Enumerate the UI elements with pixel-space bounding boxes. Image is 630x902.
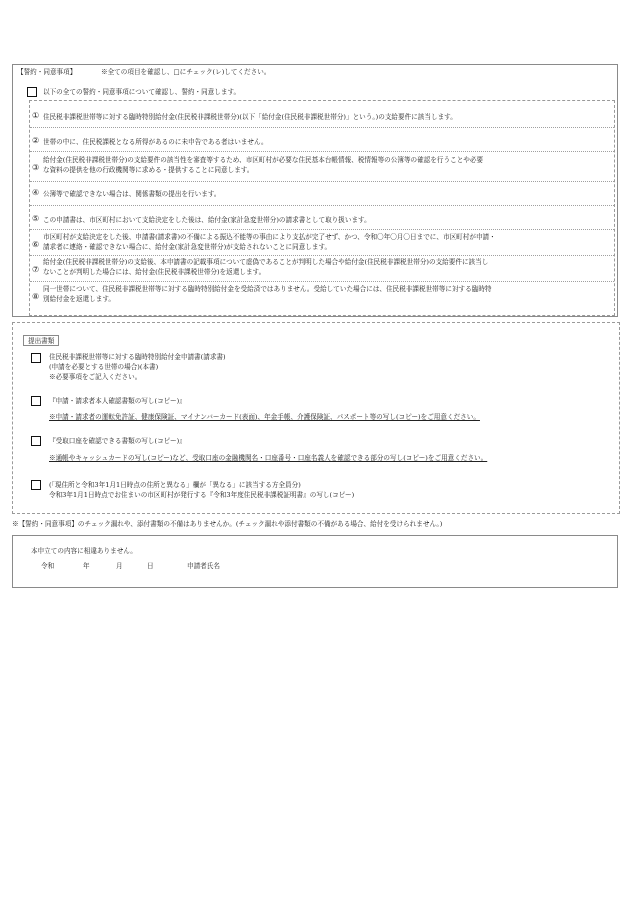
document-2-note: ※申請・請求者の運転免許証、健康保険証、マイナンバーカード(表面)、年金手帳、介護保険証、パスポート等の写し(コピー)をご用意ください。 [49,413,480,421]
date-day: 日 [147,562,154,570]
document-2-checkbox[interactable] [31,396,41,406]
agreement-instruction: ※全ての項目を確認し、□にチェック(レ)してください。 [101,68,271,76]
agreement-item-6-line-2: 請求者に連絡・確認できない場合に、給付金(家計急変世帯分)が支給されないことに同意します。 [43,243,332,251]
document-1-note: ※必要事項をご記入ください。 [49,373,142,381]
divider [30,127,614,128]
document-3-note: ※通帳やキャッシュカードの写し(コピー)など、受取口座の金融機関名・口座番号・口座名義人を確認できる部分の写し(コピー)をご用意ください。 [49,454,488,462]
agreement-item-2: 世帯の中に、住民税課税となる所得があるのに未申告である者はいません。 [43,138,268,146]
document-1-note: (申請を必要とする世帯の場合)(本書) [49,363,159,371]
agreement-item-3-line-1: 給付金(住民税非課税世帯分)の支給要件の該当性を審査等するため、市区町村が必要な住民基本台帳情報、税情報等の公簿等の確認を行うことや必要 [43,156,484,164]
agreement-item-8-line-1: 同一世帯について、住民税非課税世帯等に対する臨時特別給付金を受給済ではありません。受給していた場合には、住民税非課税世帯等に対する臨時特 [43,285,492,293]
item-number: ⑥ [32,240,40,249]
check-all-label: 以下の全ての誓約・同意事項について確認し、誓約・同意します。 [43,88,241,96]
agreement-item-8-line-2: 別給付金を返還します。 [43,295,116,303]
item-number: ⑦ [32,265,40,274]
applicant-name-label: 申請者氏名 [187,562,220,570]
document-3-checkbox[interactable] [31,436,41,446]
document-3-title: 『受取口座を確認できる書類の写し(コピー)』 [49,437,186,445]
document-4-note: 令和3年1月1日時点でお住まいの市区町村が発行する『令和3年度住民税非課税証明書』の写し(コピー) [49,491,355,499]
document-4-title: (「現住所と令和3年1月1日時点の住所と異なる」欄が「異なる」に該当する方全員分) [49,481,301,489]
item-number: ① [32,111,40,120]
agreement-item-7-line-1: 給付金(住民税非課税世帯分)の支給後、本申請書の記載事項について虚偽であることが判明した場合や給付金(住民税非課税世帯分)の支給要件に該当し [43,258,489,266]
divider [30,281,614,282]
declaration-statement: 本申立ての内容に相違ありません。 [31,547,137,555]
divider [30,205,614,206]
agreement-heading: 【誓約・同意事項】 [17,68,77,76]
item-number: ④ [32,188,40,197]
agreement-item-1: 住民税非課税世帯等に対する臨時特別給付金(住民税非課税世帯分)(以下「給付金(住民税非課税世帯分)」という。)の支給要件に該当します。 [43,113,457,121]
item-number: ③ [32,163,40,172]
divider [30,255,614,256]
divider [30,151,614,152]
agreement-item-3-line-2: な資料の提供を他の行政機関等に求める・提供することに同意します。 [43,166,254,174]
document-1-title: 住民税非課税世帯等に対する臨時特別給付金申請書(請求書) [49,353,226,361]
date-month: 月 [116,562,123,570]
item-number: ② [32,136,40,145]
document-4-checkbox[interactable] [31,480,41,490]
item-number: ⑧ [32,292,40,301]
document-1-checkbox[interactable] [31,353,41,363]
agreement-item-4: 公簿等で確認できない場合は、関係書類の提出を行います。 [43,190,221,198]
documents-heading: 提出書類 [23,335,59,346]
date-era: 令和 [41,562,55,570]
agreement-item-7-line-2: ないことが判明した場合には、給付金(住民税非課税世帯分)を返還します。 [43,268,266,276]
agreement-section [12,64,618,317]
agreement-items-box [29,100,615,316]
item-number: ⑤ [32,214,40,223]
checklist-warning: ※【誓約・同意事項】のチェック漏れや、添付書類の不備はありませんか。(チェック漏れや添付書類の不備がある場合、給付を受けられません。) [12,520,443,528]
documents-section [12,322,620,514]
divider [30,229,614,230]
declaration-section [12,535,618,588]
agreement-item-5: この申請書は、市区町村において支給決定をした後は、給付金(家計急変世帯分)の請求書として取り扱います。 [43,216,371,224]
check-all-checkbox[interactable] [27,87,37,97]
divider [30,181,614,182]
agreement-item-6-line-1: 市区町村が支給決定をした後、申請書(請求書)の不備による振込不能等の事由により支払が完了せず、かつ、令和〇年〇月〇日までに、市区町村が申請・ [43,233,496,241]
document-2-title: 『申請・請求者本人確認書類の写し(コピー)』 [49,397,186,405]
date-year: 年 [83,562,90,570]
